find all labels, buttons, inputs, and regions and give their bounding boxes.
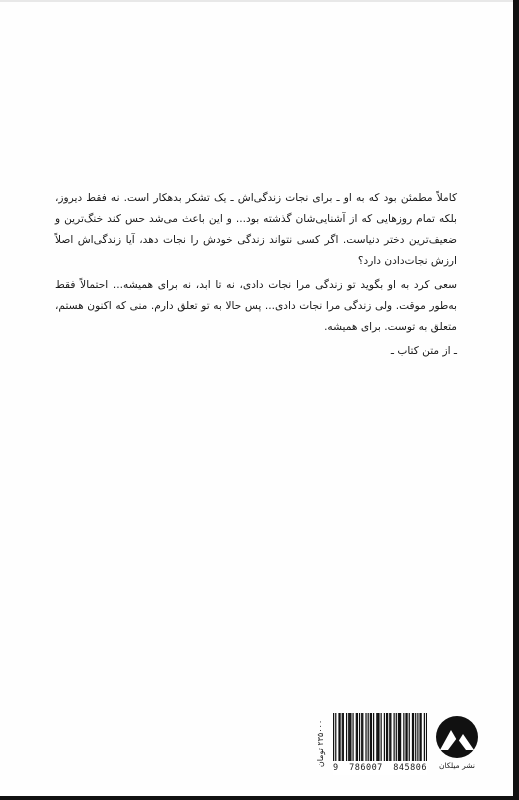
- barcode-bar: [333, 713, 334, 761]
- barcode-bar: [376, 713, 377, 761]
- barcode-bar: [405, 713, 406, 761]
- barcode-bar: [417, 713, 418, 761]
- barcode-bar: [409, 713, 410, 761]
- barcode-bar: [413, 713, 414, 761]
- barcode-bar: [412, 713, 413, 761]
- barcode-bar: [350, 713, 351, 761]
- barcode-bar: [346, 713, 347, 761]
- blurb-paragraph-2: سعی کرد به او بگوید تو زندگی مرا نجات دادی، نه تا ابد، نه برای همیشه... احتمالاً فقط به‌طور موقت. ولی زندگی مرا نجات دادی... پس حالا به تو تعلق دارم. منی که اکنون هستم، متعلق به توست. برای همیشه.: [55, 279, 457, 333]
- barcode-bar: [415, 713, 416, 761]
- barcode-bar: [421, 713, 422, 761]
- barcode-bar: [399, 713, 400, 761]
- barcode-bar: [389, 713, 390, 761]
- publisher-logo: [434, 716, 480, 776]
- barcode-bar: [335, 713, 336, 761]
- barcode-bar: [361, 713, 362, 761]
- barcode-bar: [343, 713, 344, 761]
- barcode-digits: [333, 763, 427, 773]
- barcode-bar: [338, 713, 339, 761]
- barcode-bar: [424, 713, 425, 761]
- barcode-bar: [349, 713, 350, 761]
- price-text: ۲۳۵۰۰۰ تومان: [316, 719, 326, 767]
- barcode-bar: [378, 713, 379, 761]
- barcode-bar: [368, 713, 369, 761]
- isbn-barcode: [333, 713, 427, 775]
- blurb-text: [55, 188, 457, 365]
- barcode-bar: [339, 713, 340, 761]
- attribution: ـ از متن کتاب ـ: [390, 345, 457, 357]
- barcode-bar: [419, 713, 420, 761]
- barcode-digit-prefix: 9: [333, 763, 339, 773]
- barcode-bar: [390, 713, 391, 761]
- barcode-bar: [406, 713, 407, 761]
- mountain-logo-icon: [436, 716, 478, 758]
- barcode-bar: [386, 713, 387, 761]
- mountain-icon: [436, 716, 478, 758]
- barcode-bar: [348, 713, 349, 761]
- barcode-bar: [342, 713, 343, 761]
- barcode-bar: [359, 713, 360, 761]
- barcode-bar: [403, 713, 404, 761]
- barcode-bar: [387, 713, 388, 761]
- barcode-digit-group-2: 845806: [393, 763, 427, 773]
- barcode-bar: [381, 713, 382, 761]
- barcode-bar: [365, 713, 366, 761]
- barcode-bar: [384, 713, 385, 761]
- barcode-bar: [377, 713, 378, 761]
- barcode-bar: [362, 713, 363, 761]
- barcode-bar: [426, 713, 427, 761]
- barcode-bar: [396, 713, 397, 761]
- barcode-bar: [371, 713, 372, 761]
- barcode-bar: [394, 713, 395, 761]
- barcode-bars: [333, 713, 427, 763]
- price-label: [310, 712, 332, 774]
- barcode-bar: [398, 713, 399, 761]
- blurb-paragraph-1: کاملاً مطمئن بود که به او ـ برای نجات زندگی‌اش ـ یک تشکر بدهکار است. نه فقط دیروز، بلکه تمام روزهایی که از آشنایی‌شان گذشته بود... و این باعث می‌شد حس کند خنگ‌ترین و ضعیف‌ترین دختر دنیاست. اگر کسی نتواند زندگی خودش را نجات دهد، آیا زندگی‌اش اصلاً ارزش نجات‌دادن دارد؟: [55, 192, 457, 267]
- barcode-bar: [356, 713, 357, 761]
- barcode-bar: [373, 713, 374, 761]
- publisher-name: نشر میلکان: [439, 761, 475, 770]
- barcode-bar: [400, 713, 401, 761]
- barcode-bar: [352, 713, 353, 761]
- barcode-bar: [370, 713, 371, 761]
- barcode-digit-group-1: 786007: [349, 763, 383, 773]
- barcode-bar: [357, 713, 358, 761]
